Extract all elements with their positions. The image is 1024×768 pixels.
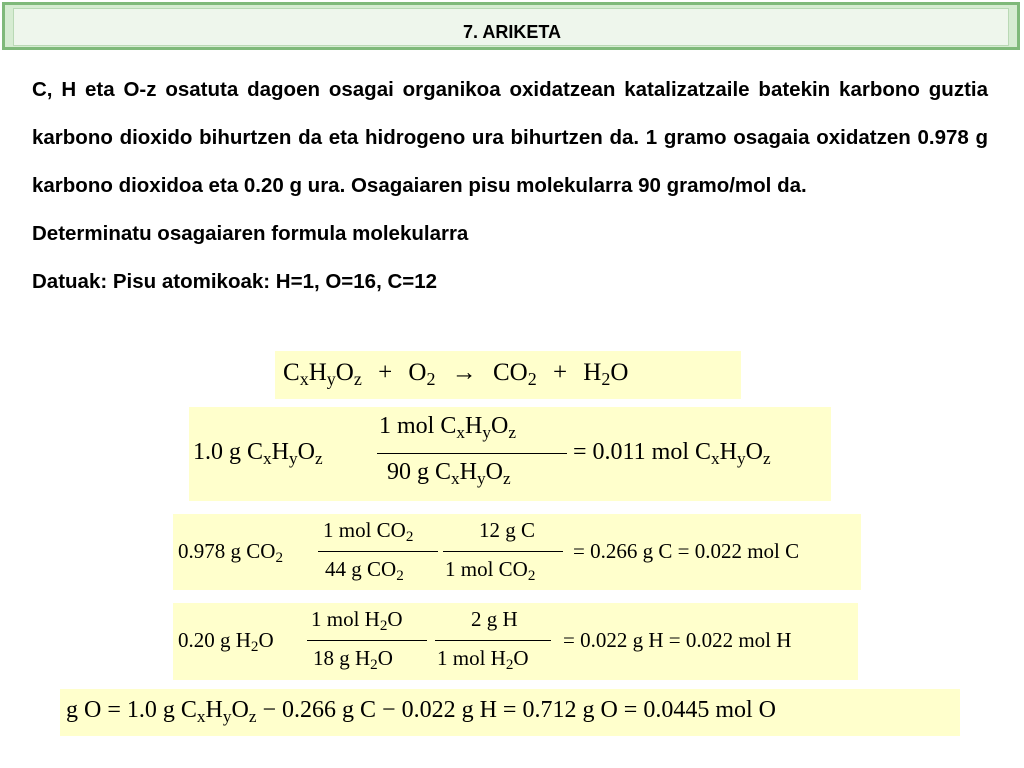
carbon-fraction-line-1 [318, 551, 438, 552]
moles-compound-fraction-line [377, 453, 567, 454]
carbon-lhs: 0.978 g $CO_2$ [178, 539, 283, 567]
page-title: 7. ARIKETA [462, 22, 561, 42]
hydrogen-den2: 1 mol $H_2O$ [437, 646, 529, 674]
hydrogen-den1: 18 g $H_2O$ [313, 646, 393, 674]
oxygen-equation [60, 689, 960, 736]
reaction-text: $C_xH_yO_z + O_2 \to CO_2 + H_2O$ [283, 359, 629, 390]
hydrogen-fraction-line-1 [307, 640, 427, 641]
hydrogen-equation [173, 603, 858, 680]
oxygen-text: g O = 1.0 g $C_xH_yO_z - 0.266$ g C − 0.022 g H = 0.712 g O = 0.0445 mol O [66, 697, 776, 726]
moles-compound-rhs: = 0.011 mol $C_xH_yO_z$ [573, 439, 771, 468]
moles-compound-lhs: 1.0 g $C_xH_yO_z$ [193, 439, 323, 468]
carbon-rhs: = 0.266 g C = 0.022 mol C [573, 539, 800, 563]
carbon-fraction-line-2 [443, 551, 563, 552]
problem-data: Datuak: Pisu atomikoak: H=1, O=16, C=12 [32, 270, 438, 293]
carbon-num2: 12 g C [479, 518, 536, 542]
hydrogen-fraction-line-2 [435, 640, 551, 641]
carbon-equation [173, 514, 861, 590]
problem-statement [32, 66, 988, 306]
moles-compound-num: 1 mol $C_xH_yO_z$ [379, 413, 516, 442]
hydrogen-rhs: = 0.022 g H = 0.022 mol H [563, 628, 792, 652]
reaction-equation [275, 351, 741, 399]
hydrogen-num1: 1 mol $H_2O$ [311, 607, 403, 635]
carbon-den2: 1 mol $CO_2$ [445, 557, 536, 585]
carbon-num1: 1 mol $CO_2$ [323, 518, 414, 546]
hydrogen-num2: 2 g H [471, 607, 518, 631]
moles-compound-equation [189, 407, 831, 501]
hydrogen-lhs: 0.20 g $H_2O$ [178, 628, 274, 656]
problem-instruction: Determinatu osagaiaren formula molekularra [32, 222, 469, 245]
moles-compound-den: 90 g $C_xH_yO_z$ [387, 459, 511, 488]
carbon-den1: 44 g $CO_2$ [325, 557, 404, 585]
problem-paragraph: C, H eta O-z osatuta dagoen osagai organikoa oxidatzean katalizatzaile batekin karbono guztia karbono dioxido bihurtzen da eta hidrogeno ura bihurtzen da. 1 gramo osagaia oxidatzen 0.978 g karbono dioxidoa eta 0.20 g ura. Osagaiaren pisu molekularra 90 gramo/mol da. [32, 78, 988, 197]
